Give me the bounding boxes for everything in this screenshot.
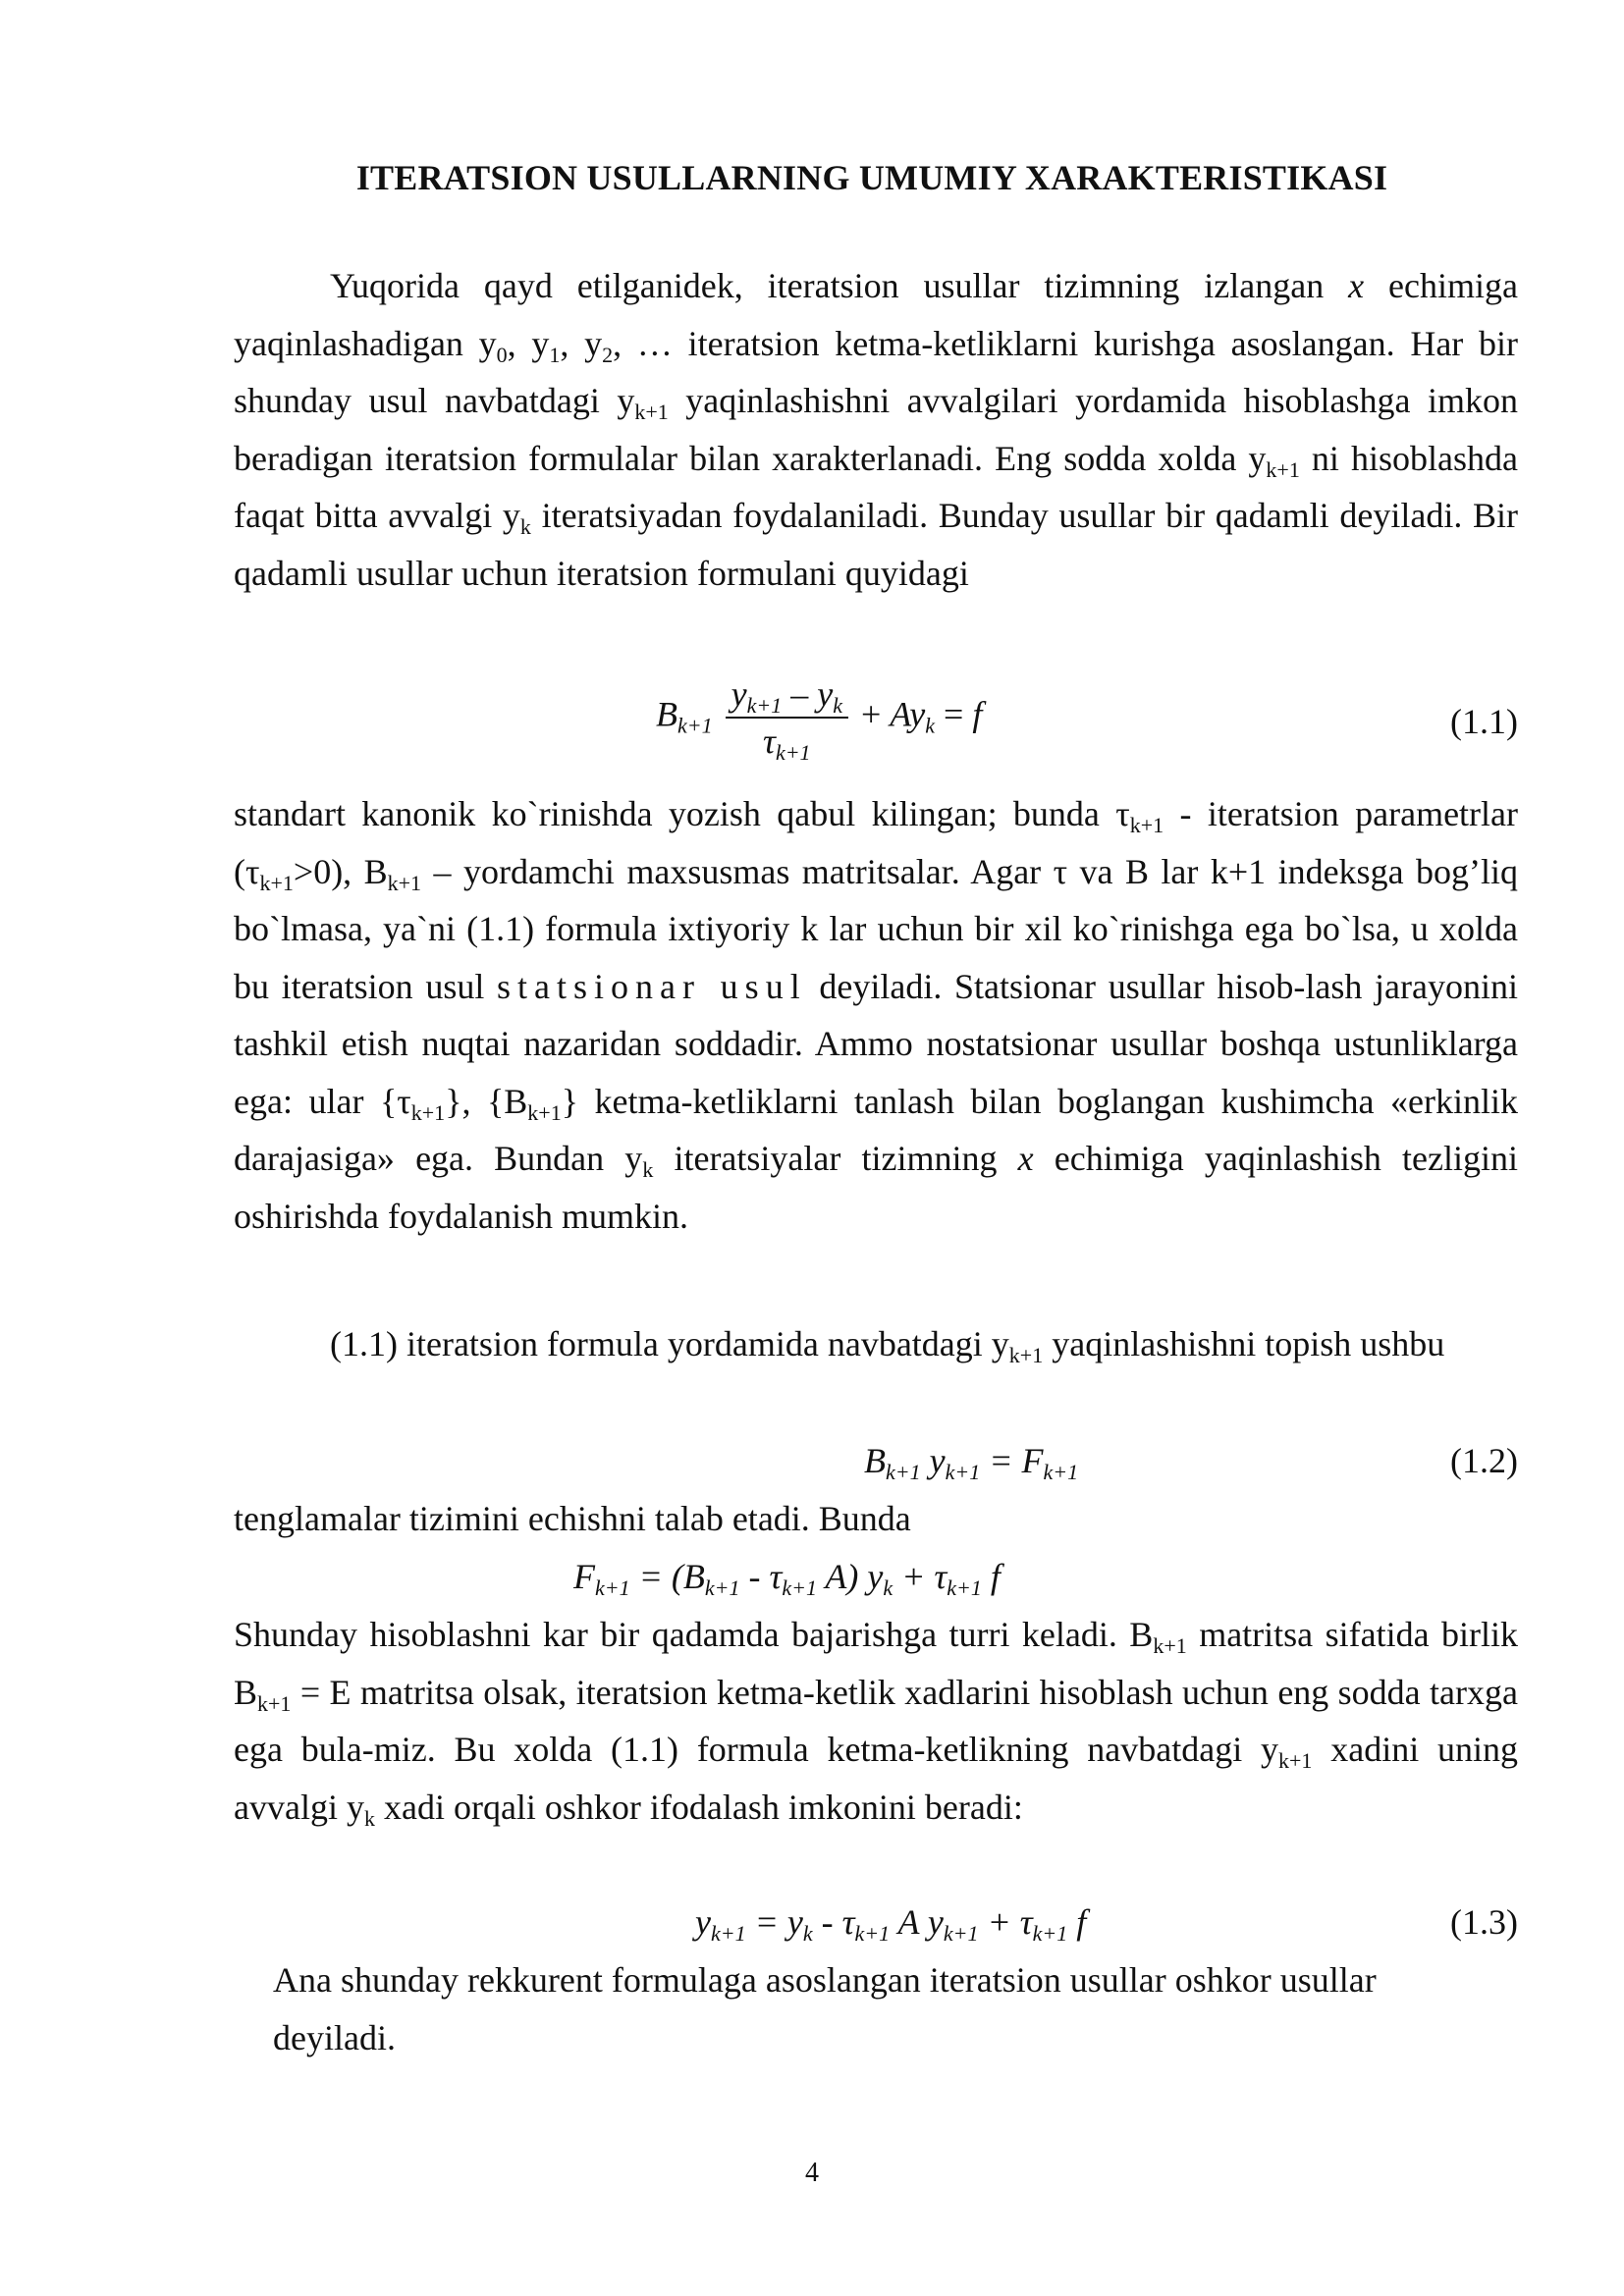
text: + τ xyxy=(978,1902,1033,1942)
subscript: 1 xyxy=(549,342,561,367)
text: >0), B xyxy=(293,851,388,891)
text: = y xyxy=(745,1902,803,1942)
subscript: k xyxy=(519,514,531,539)
subscript: k+1 xyxy=(257,1690,292,1716)
equation-1-3 xyxy=(234,1894,1518,1950)
subscript: k+1 xyxy=(1032,1921,1068,1946)
fraction xyxy=(726,673,848,765)
text: , … iteratsion ketma-ketliklarni kurishga asoslangan. Har bir shunday usul navbatdagi y xyxy=(234,323,1519,420)
equation-1-1 xyxy=(234,673,1518,768)
text: , y xyxy=(560,323,603,363)
equation-body xyxy=(864,1432,1078,1489)
subscript: k xyxy=(883,1575,893,1600)
symbol-B: B xyxy=(864,1441,886,1480)
text: f xyxy=(981,1557,1001,1596)
text: iteratsiyalar tizimning xyxy=(653,1139,1018,1178)
subscript: k+1 xyxy=(677,713,713,738)
equation-F xyxy=(234,1548,1518,1605)
paragraph-conclusion: Ana shunday rekkurent formulaga asoslangan iteratsion usullar oshkor usullar deyiladi. xyxy=(273,1960,1377,2057)
subscript: k xyxy=(802,1921,813,1946)
text: A) y xyxy=(817,1557,884,1596)
text: xadi orqali oshkor ifodalash imkonini beradi: xyxy=(374,1787,1023,1827)
subscript: 2 xyxy=(602,342,614,367)
subscript: k+1 xyxy=(943,1921,979,1946)
fraction-numerator xyxy=(726,673,848,719)
subscript: k+1 xyxy=(1008,1343,1044,1367)
subscript: k+1 xyxy=(1129,813,1164,837)
subscript: k+1 xyxy=(1043,1460,1079,1484)
paragraph-explicit xyxy=(234,1606,1518,1836)
text: }, {B xyxy=(445,1081,528,1121)
symbol-f: f xyxy=(972,694,983,734)
minus-sign: – xyxy=(782,674,818,714)
symbol-y: y xyxy=(695,1902,711,1942)
subscript: k+1 xyxy=(854,1921,891,1946)
text: matritsa sifatida birlik B xyxy=(234,1615,1518,1712)
subscript: k+1 xyxy=(387,870,422,895)
text: = (B xyxy=(629,1557,705,1596)
subscript: k+1 xyxy=(634,400,669,424)
text: (1.1) iteratsion formula yordamida navbatdagi y xyxy=(330,1324,1009,1363)
equation-number: (1.1) xyxy=(1450,702,1518,741)
text: echimiga yaqinlashadigan y xyxy=(234,266,1518,363)
subscript: k xyxy=(925,713,936,738)
variable-x: x xyxy=(1017,1139,1034,1178)
text: - τ xyxy=(812,1902,855,1942)
variable-x: x xyxy=(1348,266,1365,305)
subscript: k+1 xyxy=(410,1099,446,1125)
text: f xyxy=(1067,1902,1087,1942)
plus-sign: + xyxy=(851,694,891,734)
equals-sign: = xyxy=(935,694,973,734)
symbol-y: y xyxy=(817,674,834,714)
text: , y xyxy=(507,323,550,363)
equation-1-2 xyxy=(234,1432,1518,1489)
subscript: k+1 xyxy=(1266,456,1300,482)
symbol-y: y xyxy=(731,674,747,714)
text: iteratsiyadan foydalaniladi. Bunday usullar bir qadamli deyiladi. Bir qadamli usullar uchun iteratsion formulani quyidagi xyxy=(234,496,1518,593)
text: deyiladi. Statsionar usullar hisob-lash jarayonini tashkil etish nuqtai nazaridan soddadir. Ammo nostatsionar usullar boshqa ustunliklarga ega: ular {τ xyxy=(234,966,1518,1121)
text: Shunday hisoblashni kar bir qadamda bajarishga turri keladi. B xyxy=(234,1615,1154,1654)
equation-body xyxy=(695,1894,1086,1950)
subscript: k+1 xyxy=(782,1575,818,1600)
subscript: k+1 xyxy=(746,693,783,718)
subscript: k+1 xyxy=(886,1460,921,1484)
text: yaqinlashishni topish ushbu xyxy=(1043,1324,1445,1363)
emphasized-term: statsionar usul xyxy=(497,966,807,1006)
text: – yordamchi maxsusmas matritsalar. Agar τ va B lar k+1 indeksga bog’liq bo`lmasa, ya`ni (1.1) formula ixtiyoriy k lar uchun bir xil ko`rinishga ega bo`lsa, u xolda bu iteratsion usul xyxy=(234,851,1518,1006)
subscript: k xyxy=(363,1805,375,1831)
symbol-y: y xyxy=(920,1441,946,1480)
equation-body xyxy=(656,673,983,765)
text: echimiga yaqinlashish tezligini oshirishda foydalanish mumkin. xyxy=(234,1139,1518,1236)
subscript: 0 xyxy=(496,342,508,367)
subscript: k+1 xyxy=(704,1575,740,1600)
text: xadini uning avvalgi y xyxy=(234,1730,1518,1827)
equation-number: (1.2) xyxy=(1450,1441,1518,1480)
page-number: 4 xyxy=(805,2158,819,2188)
text: ni hisoblashda faqat bitta avvalgi y xyxy=(234,438,1519,535)
paragraph-system: tenglamalar tizimini echishni talab etadi. Bunda xyxy=(234,1499,911,1538)
text: = E matritsa olsak, iteratsion ketma-ketlik xadlarini hisoblash uchun eng sodda tarxga ega bula-miz. Bu xolda (1.1) formula ketma-ketlikning navbatdagi y xyxy=(234,1672,1518,1769)
paragraph-canonical-form xyxy=(234,785,1518,1245)
subscript: k+1 xyxy=(945,1460,981,1484)
text: Yuqorida qayd etilganidek, iteratsion usullar tizimning izlangan xyxy=(330,266,1349,305)
text: } ketma-ketliklarni tanlash bilan boglangan kushimcha «erkinlik darajasiga» ega. Bundan y xyxy=(234,1081,1518,1178)
subscript: k+1 xyxy=(947,1575,982,1600)
page-title: ITERATSION USULLARNING UMUMIY XARAKTERISTIKASI xyxy=(355,158,1388,197)
subscript: k+1 xyxy=(710,1921,746,1946)
subscript: k+1 xyxy=(1153,1633,1187,1658)
fraction-denominator xyxy=(726,719,848,765)
subscript: k+1 xyxy=(595,1575,630,1600)
subscript: k xyxy=(642,1157,654,1182)
equation-body xyxy=(573,1548,1001,1605)
subscript: k xyxy=(833,693,842,718)
equation-number: (1.3) xyxy=(1450,1902,1518,1942)
subscript: k+1 xyxy=(1278,1748,1313,1773)
text: + τ xyxy=(893,1557,947,1596)
paragraph-next-approximation xyxy=(234,1315,1518,1373)
text: yaqinlashishni avvalgilari yordamida hisoblashga imkon beradigan iteratsion formulalar bilan xarakterlanadi. Eng sodda xolda y xyxy=(234,381,1518,478)
symbol-tau: τ xyxy=(763,721,776,761)
subscript: k+1 xyxy=(259,870,294,895)
symbol-Ay: Ay xyxy=(890,694,926,734)
symbol-F: F xyxy=(573,1557,595,1596)
paragraph-intro xyxy=(234,257,1518,602)
text: - τ xyxy=(739,1557,783,1596)
symbol-B: B xyxy=(656,694,677,734)
text: A y xyxy=(890,1902,944,1942)
text: standart kanonik ko`rinishda yozish qabul kilingan; bunda τ xyxy=(234,794,1130,833)
symbol-F: = F xyxy=(980,1441,1044,1480)
text: - iteratsion parametrlar (τ xyxy=(234,794,1519,891)
subscript: k+1 xyxy=(775,740,811,765)
subscript: k+1 xyxy=(527,1099,562,1125)
